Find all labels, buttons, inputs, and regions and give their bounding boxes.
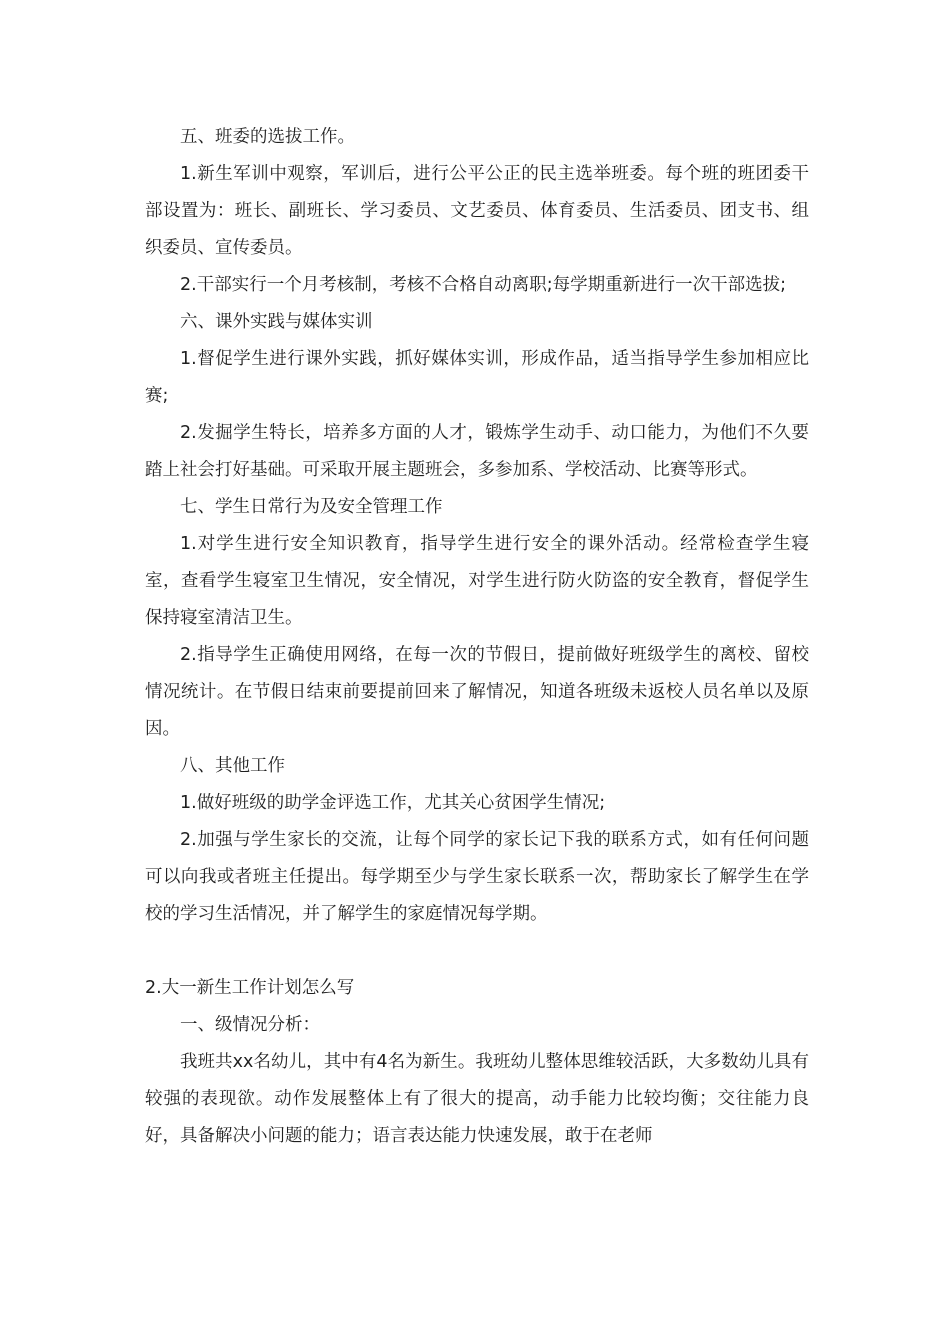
paragraph: 我班共xx名幼儿，其中有4名为新生。我班幼儿整体思维较活跃，大多数幼儿具有较强的表现欲。动作发展整体上有了很大的提高，动手能力比较均衡；交往能力良好，具备解决小问题的能力；语言表达能力快速发展，敢于在老师 — [145, 1052, 809, 1146]
section-heading-7: 七、学生日常行为及安全管理工作 — [180, 497, 443, 517]
paragraph: 1.新生军训中观察，军训后，进行公平公正的民主选举班委。每个班的班团委干部设置为：班长、副班长、学习委员、文艺委员、体育委员、生活委员、团支书、组织委员、宣传委员。 — [145, 164, 809, 258]
paragraph: 1.做好班级的助学金评选工作，尤其关心贫困学生情况; — [180, 793, 606, 813]
article-title: 2.大一新生工作计划怎么写 — [145, 978, 355, 998]
section-heading-1: 一、级情况分析： — [180, 1015, 320, 1035]
paragraph: 2.加强与学生家长的交流，让每个同学的家长记下我的联系方式，如有任何问题可以向我或者班主任提出。每学期至少与学生家长联系一次，帮助家长了解学生在学校的学习生活情况，并了解学生的家庭情况每学期。 — [145, 830, 809, 924]
section-heading-6: 六、课外实践与媒体实训 — [180, 312, 373, 332]
paragraph-spacer — [145, 933, 809, 970]
section-heading-8: 八、其他工作 — [180, 756, 285, 776]
section-heading-5: 五、班委的选拔工作。 — [180, 127, 355, 147]
paragraph: 2.发掘学生特长，培养多方面的人才，锻炼学生动手、动口能力，为他们不久要踏上社会打好基础。可采取开展主题班会，多参加系、学校活动、比赛等形式。 — [145, 423, 809, 480]
paragraph: 1.督促学生进行课外实践，抓好媒体实训，形成作品，适当指导学生参加相应比赛; — [145, 349, 809, 406]
paragraph: 2.干部实行一个月考核制，考核不合格自动离职;每学期重新进行一次干部选拔; — [180, 275, 786, 295]
document-body — [145, 119, 809, 1155]
paragraph: 2.指导学生正确使用网络，在每一次的节假日，提前做好班级学生的离校、留校情况统计。在节假日结束前要提前回来了解情况，知道各班级未返校人员名单以及原因。 — [145, 645, 809, 739]
paragraph: 1.对学生进行安全知识教育，指导学生进行安全的课外活动。经常检查学生寝室，查看学生寝室卫生情况，安全情况，对学生进行防火防盗的安全教育，督促学生保持寝室清洁卫生。 — [145, 534, 809, 628]
